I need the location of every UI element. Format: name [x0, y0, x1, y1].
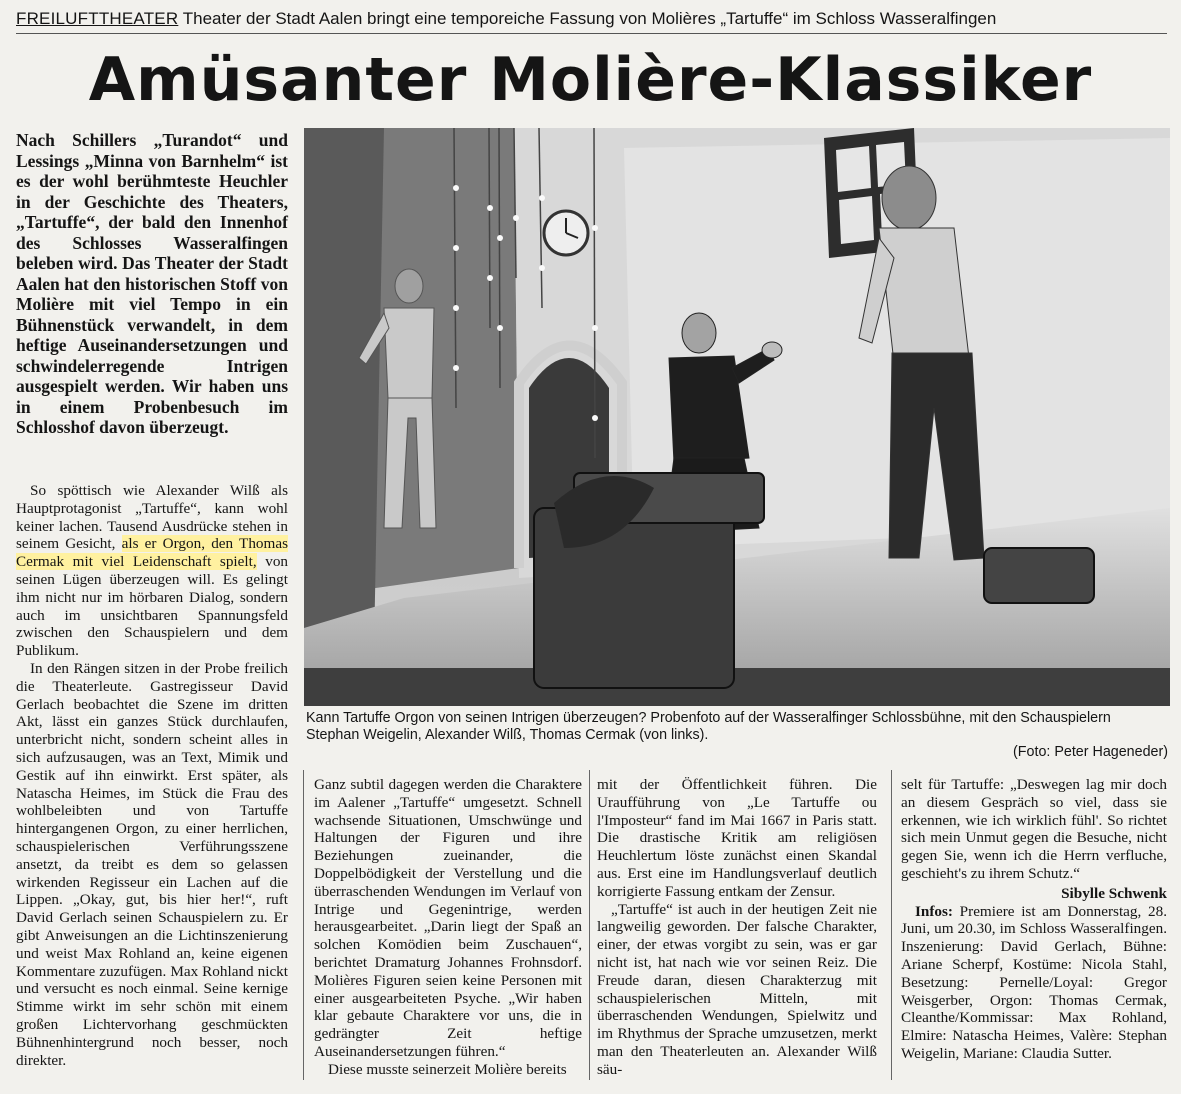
column-divider: [589, 770, 590, 1080]
kicker-text: Theater der Stadt Aalen bringt eine temporeiche Fassung von Molières „Tartuffe“ im Schloss Wasseralfingen: [182, 9, 997, 28]
article-column-3: [597, 776, 877, 1079]
highlighted-text: als er Orgon, den Thomas Cermak mit viel Leidenschaft spielt,: [16, 535, 288, 571]
column-3-paragraph-1: mit der Öffentlichkeit führen. Die Uraufführung von „Le Tartuffe ou l'Imposteur“ fand im Mai 1667 in Paris statt. Die drastische Kritik am religiösen Heuchlertum löste zunächst einen Skandal aus. Erst eine im Handlungsverlauf deutlich korrigierte Fassung entkam der Zensur.: [597, 776, 877, 900]
photo-illustration: [304, 128, 1170, 706]
caption-text: Kann Tartuffe Orgon von seinen Intrigen überzeugen? Probenfoto auf der Wasseralfinger Schlossbühne, mit den Schauspielern Stephan Weigelin, Alexander Wilß, Thomas Cermak (von links).: [306, 710, 1111, 743]
column-2-paragraph-2: Diese musste seinerzeit Molière bereits: [328, 1060, 567, 1078]
column-4-paragraph-1: selt für Tartuffe: „Deswegen lag mir doch an diesem Gespräch so viel, dass sie erkennen, wie ich wirklich fühl'. So richtet sich mein Unmut gegen die Besuche, nicht gegen Sie, wenn ich die Herrn verfluche, geschieht's zu ihrem Schutz.“: [901, 776, 1167, 882]
intro-paragraph: Nach Schillers „Turandot“ und Lessings „Minna von Barnhelm“ ist es der wohl berühmteste Heuchler in der Geschichte des Theaters, „Tartuffe“, der bald den Innenhof des Schlosses Wasseralfingen beleben wird. Das Theater der Stadt Aalen hat den historischen Stoff von Molière mit viel Tempo in ein Bühnenstück verwandelt, in dem heftige Auseinandersetzungen und schwindelerregende Intrigen ausgespielt werden. Wir haben uns in einem Probenbesuch im Schlosshof davon überzeugt.: [16, 130, 288, 437]
top-rule: [16, 33, 1167, 34]
column-divider: [891, 770, 892, 1080]
photo-caption: [306, 710, 1168, 761]
column-2-paragraph-1: Ganz subtil dagegen werden die Charaktere im Aalener „Tartuffe“ umgesetzt. Schnell wachsende Situationen, Umschwünge und Haltungen der Figuren und ihre Beziehungen zueinander, die Doppelbödigkeit der Verstellung und die überraschenden Wendungen im Verlauf von Intrige und Gegenintrige, werden herausgearbeitet. „Darin liegt der Spaß an solchen Komödien beim Zuschauen“, berichtet Dramaturg Johannes Frohnsdorf. Molières Figuren seien keine Personen mit einer ausgearbeiteten Psyche. „Wir haben klar gebaute Charaktere vor uns, die in gedrängter Zeit heftige Auseinandersetzungen führen.“: [314, 776, 582, 1060]
article-column-1: [16, 482, 288, 1069]
kicker-line: [16, 8, 1166, 30]
infos-label: Infos:: [915, 902, 953, 920]
rehearsal-photo: [304, 128, 1170, 706]
photo-credit: (Foto: Peter Hageneder): [1013, 744, 1168, 760]
rubric-label: FREILUFTTHEATER: [16, 9, 179, 28]
column-divider: [303, 770, 304, 1080]
column-1-paragraph-2: In den Rängen sitzen in der Probe freilich die Theaterleute. Gastregisseur David Gerlach beobachtet die Szene im dritten Akt, lässt ein ganzes Stück durchlaufen, unterbricht nicht, sondern scheint alles in sich aufzusaugen, was an Text, Mimik und Gestik auf ihn einwirkt. Erst später, als Natascha Heimes, im Stück die Frau des wohlbeleibten und von Tartuffe hintergangenen Orgon, zu einer herrlichen, schauspielerischen Verführungsszene ansetzt, da treibt es dem so gelassen wirkenden Regisseur ein Lachen auf die Lippen. „Okay, gut, bis hier her!“, ruft David Gerlach seinen Schauspielern zu. Er gibt Anweisungen an die Lichtinszenierung und weist Max Rohland an, keine eigenen Kommentare zuzufügen. Max Rohland nickt und versucht es noch einmal. Seine kernige Stimme wirkt im sehr schön mit einem großen Lichtervorhang geschmückten Bühnenhintergrund noch besser, noch direkter.: [16, 659, 288, 1069]
infos-text: Premiere ist am Donnerstag, 28. Juni, um 20.30, im Schloss Wasseralfingen. Inszenierung: David Gerlach, Bühne: Ariane Scherpf, Kostüme: Nicola Stahl, Besetzung: Pernelle/Loyal: Gregor Weisgerber, Orgon: Thomas Cermak, Cleanthe/Kommissar: Max Rohland, Elmire: Natascha Heimes, Valère: Stephan Weigelin, Mariane: Claudia Sutter.: [901, 902, 1167, 1062]
column-3-paragraph-2: „Tartuffe“ ist auch in der heutigen Zeit nie langweilig geworden. Der falsche Charakter, einer, der etwas vorgibt zu sein, was er gar nicht ist, hat nach wie vor seinen Reiz. Die Freude daran, diesen Charakterzug mit schauspielerischen Mitteln, mit überraschenden Wendungen, Spielwitz und im Rhythmus der Sprache umzusetzen, merkt man den Theaterleuten an. Alexander Wilß säu-: [597, 900, 877, 1078]
p1-text-after: von seinen Lügen überzeugen will. Es gelingt ihm nicht nur im hörbaren Dialog, sondern auch im unsichtbaren Spannungsfeld zwischen den Schauspielern und dem Publikum.: [16, 553, 289, 660]
infos-box: [901, 903, 1167, 1063]
article-column-4: [901, 776, 1167, 1063]
article-column-2: [314, 776, 582, 1079]
headline: Amüsanter Molière-Klassiker: [88, 45, 1093, 115]
p1-text-before: So spöttisch wie Alexander Wilß als Hauptprotagonist „Tartuffe“, kann wohl keiner lachen. Tausend Ausdrücke stehen in seinem Gesicht,: [16, 482, 288, 553]
author-byline: Sibylle Schwenk: [1061, 884, 1167, 902]
column-1-paragraph-1: [16, 482, 288, 660]
